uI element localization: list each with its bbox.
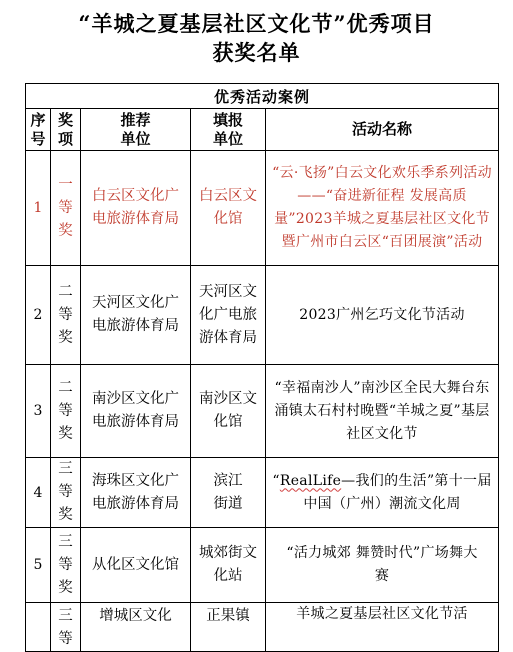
table-header-row [26,109,499,151]
table-row [26,528,499,603]
row-award: 二等奖 [51,365,81,458]
row-filer: 南沙区文化馆 [191,365,266,458]
row-award: 三等奖 [51,528,81,603]
row-filer: 天河区文化广电旅游体育局 [191,266,266,365]
row-index: 5 [26,528,51,603]
row-filer: 白云区文化馆 [191,151,266,266]
header-award: 奖项 [51,109,81,151]
spellcheck-marked-text: RealLife [279,472,342,489]
row-filer: 滨江街道 [191,458,266,528]
row-award: 三等 [51,603,81,652]
row-activity: “RealLife—我们的生活”第十一届中国（广州）潮流文化周 [266,458,499,528]
section-title: 优秀活动案例 [26,84,499,109]
document-title-line-2: 获奖名单 [212,40,301,65]
row-recommender: 从化区文化馆 [81,528,191,603]
row-recommender: 海珠区文化广电旅游体育局 [81,458,191,528]
award-table [25,83,499,652]
row-award: 三等奖 [51,458,81,528]
table-row [26,603,499,652]
row-activity: 羊城之夏基层社区文化节活 [266,603,499,652]
header-filer: 填报单位 [191,109,266,151]
row-activity: 2023广州乞巧文化节活动 [266,266,499,365]
table-row [26,151,499,266]
table-row [26,266,499,365]
row-index: 2 [26,266,51,365]
document-title-line-1: “羊城之夏基层社区文化节”优秀项目 [78,11,435,36]
row-award: 一等奖 [51,151,81,266]
table-row [26,365,499,458]
header-index: 序号 [26,109,51,151]
row-recommender: 增城区文化 [81,603,191,652]
row-index: 4 [26,458,51,528]
row-activity: “幸福南沙人”南沙区全民大舞台东涌镇太石村村晚暨“羊城之夏”基层社区文化节 [266,365,499,458]
row-activity: “活力城郊 舞赞时代”广场舞大赛 [266,528,499,603]
row-index: 3 [26,365,51,458]
header-activity: 活动名称 [266,109,499,151]
table-row [26,458,499,528]
row-filer: 正果镇 [191,603,266,652]
row-recommender: 白云区文化广电旅游体育局 [81,151,191,266]
row-index: 1 [26,151,51,266]
row-recommender: 天河区文化广电旅游体育局 [81,266,191,365]
header-recommender: 推荐单位 [81,109,191,151]
row-filer: 城郊街文化站 [191,528,266,603]
row-index [26,603,51,652]
row-award: 二等奖 [51,266,81,365]
row-activity: “云·飞扬”白云文化欢乐季系列活动——“奋进新征程 发展高质量”2023羊城之夏基层社区文化节暨广州市白云区“百团展演”活动 [266,151,499,266]
row-recommender: 南沙区文化广电旅游体育局 [81,365,191,458]
